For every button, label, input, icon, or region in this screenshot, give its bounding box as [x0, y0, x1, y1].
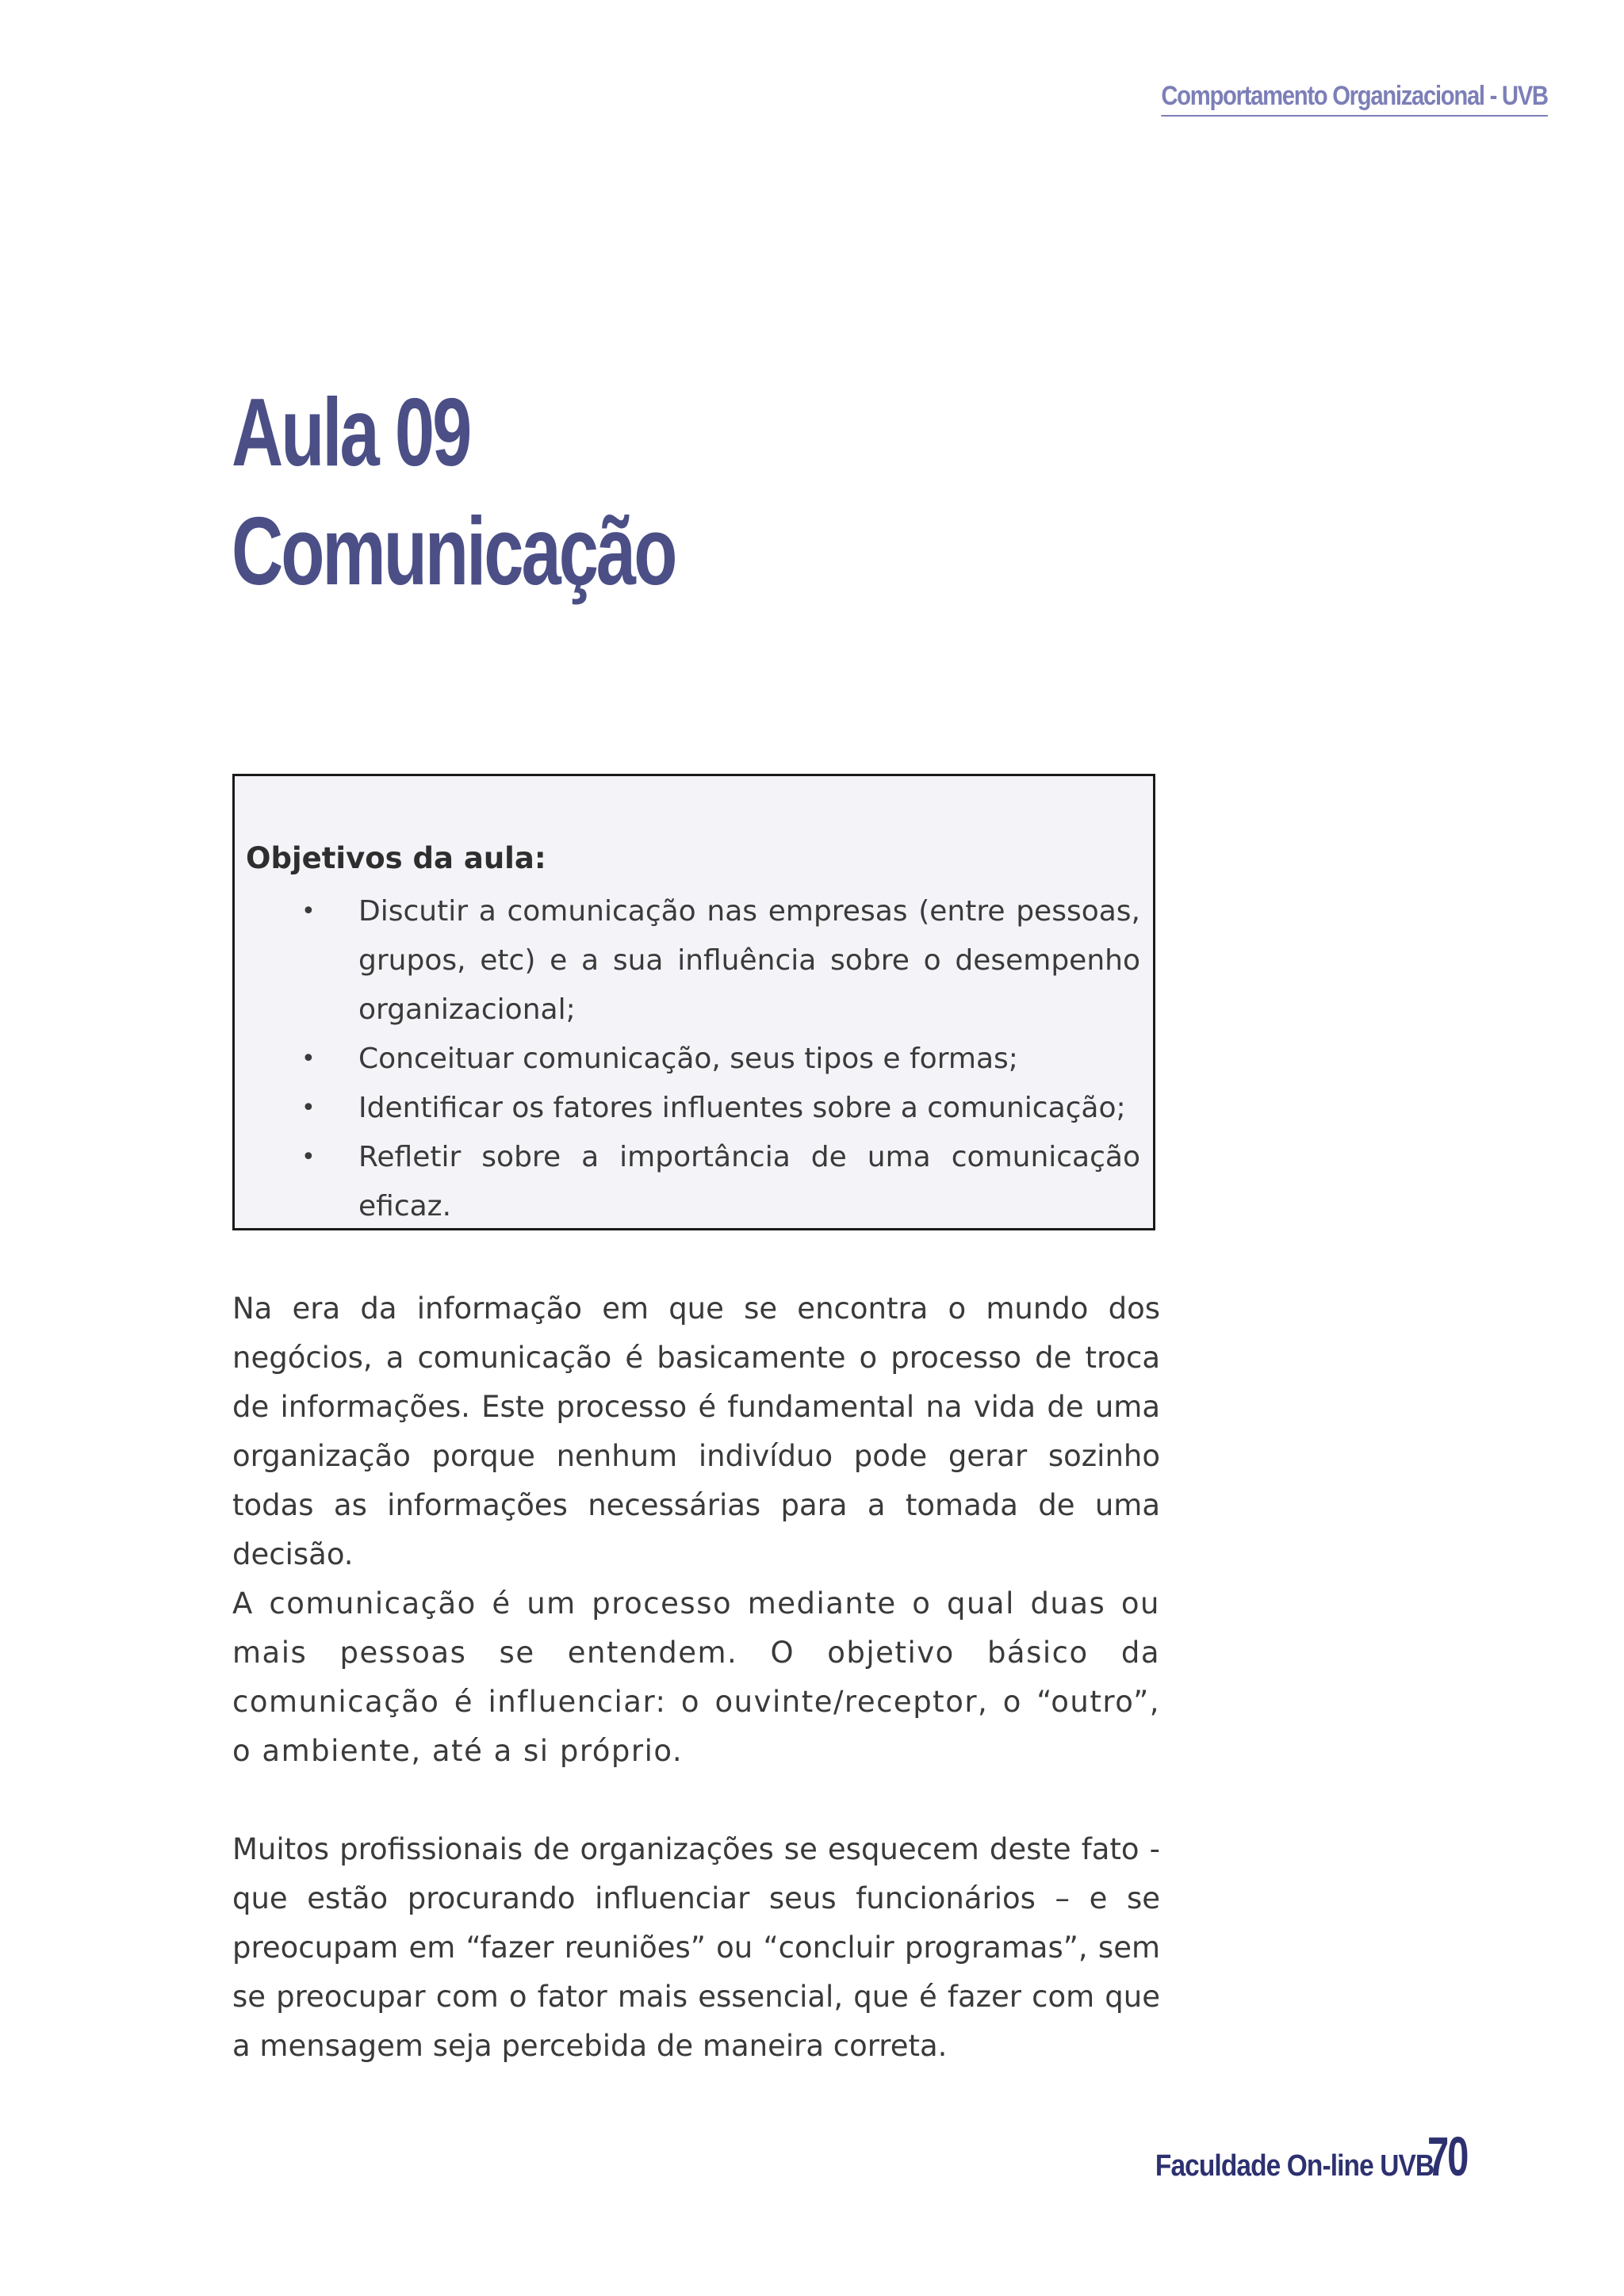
objective-item — [246, 1133, 1142, 1231]
objective-text: Refletir sobre a importância de uma comunicação eficaz. — [358, 1141, 1140, 1223]
objectives-heading: Objetivos da aula: — [246, 841, 546, 875]
objective-text: Conceituar comunicação, seus tipos e formas; — [358, 1043, 1018, 1075]
objective-item — [246, 887, 1142, 1035]
bullet-icon: • — [301, 897, 316, 925]
page-number: 70 — [1427, 2126, 1468, 2187]
objectives-list — [246, 887, 1142, 1231]
objective-text: Identificar os fatores influentes sobre a comunicação; — [358, 1092, 1126, 1124]
lesson-title — [232, 373, 675, 610]
objective-item — [246, 1084, 1142, 1133]
body-paragraph: Muitos profissionais de organizações se esquecem deste fato - que estão procurando influenciar seus funcionários – e se preocupam em “fazer reuniões” ou “concluir programas”, sem se preocupar com o fator mais essencial, que é fazer com que a mensagem seja percebida de maneira correta. — [232, 1832, 1160, 2063]
body-paragraph: Na era da informação em que se encontra o mundo dos negócios, a comunicação é basicamente o processo de troca de informações. Este processo é fundamental na vida de uma organização porque nenhum indivíduo pode gerar sozinho todas as informações necessárias para a tomada de uma decisão. — [232, 1292, 1160, 1571]
objective-text: Discutir a comunicação nas empresas (entre pessoas, grupos, etc) e a sua influência sobre o desempenho organizacional; — [358, 895, 1140, 1026]
bullet-icon: • — [301, 1143, 316, 1171]
page-footer — [1117, 2125, 1485, 2188]
footer-school-name: Faculdade On-line UVB — [1155, 2149, 1434, 2183]
bullet-icon: • — [301, 1094, 316, 1122]
running-header: Comportamento Organizacional - UVB — [1162, 81, 1548, 117]
objectives-box — [232, 774, 1155, 1230]
lesson-topic: Comunicação — [232, 497, 676, 605]
objective-item — [246, 1035, 1142, 1084]
bullet-icon: • — [301, 1045, 316, 1073]
body-paragraph: A comunicação é um processo mediante o qual duas ou mais pessoas se entendem. O objetivo básico da comunicação é influenciar: o ouvinte/receptor, o “outro”, o ambiente, até a si próprio. — [232, 1586, 1160, 1768]
lesson-number: Aula 09 — [232, 378, 470, 486]
